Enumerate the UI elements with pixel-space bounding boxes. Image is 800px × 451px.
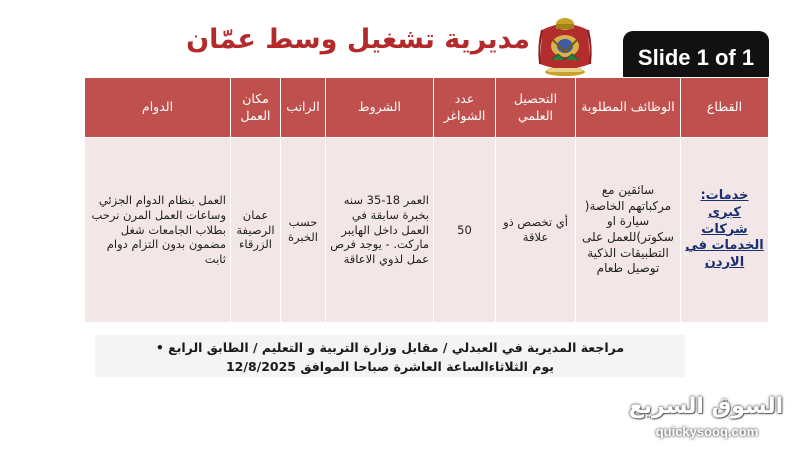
header-jobs: الوظائف المطلوبة — [576, 78, 681, 138]
vacancies-table — [84, 77, 768, 323]
notice-box — [95, 335, 685, 377]
page-title: مديرية تشغيل وسط عمّان — [186, 24, 530, 55]
cell-jobs: سائقين مع مركباتهم الخاصة( سيارة او سكوتر)للعمل على التطبيقات الذكية توصيل طعام — [576, 138, 681, 323]
slide-counter-badge: Slide 1 of 1 — [623, 31, 769, 85]
table-header-row — [85, 78, 769, 138]
watermark-arabic: السوق السريع — [628, 394, 784, 419]
header-education: التحصيل العلمي — [496, 78, 576, 138]
header-hours: الدوام — [85, 78, 231, 138]
watermark-latin: quickysooq.com — [655, 424, 759, 439]
table-row — [85, 138, 769, 323]
cell-conditions: العمر 18-35 سنه بخبرة سابقة في العمل داخل الهايبر ماركت. - يوجد فرص عمل لذوي الاعاقة — [326, 138, 434, 323]
jordan-coat-of-arms-icon — [534, 16, 596, 80]
cell-salary: حسب الخبرة — [281, 138, 326, 323]
header-sector: القطاع — [681, 78, 769, 138]
header-location: مكان العمل — [231, 78, 281, 138]
notice-line-date: يوم الثلاثاءالساعة العاشرة صباحا الموافق 12/8/2025 — [225, 359, 554, 374]
header-vacancies: عدد الشواغر — [434, 78, 496, 138]
header-conditions: الشروط — [326, 78, 434, 138]
cell-location: عمان الرصيفة الزرقاء — [231, 138, 281, 323]
header-salary: الراتب — [281, 78, 326, 138]
cell-sector: خدمات: كبرى شركات الخدمات في الاردن — [681, 138, 769, 323]
notice-line-address: مراجعة المديرية في العبدلي / مقابل وزارة التربية و التعليم / الطابق الرابع • — [155, 340, 625, 355]
cell-hours: العمل بنظام الدوام الجزئي وساعات العمل المرن نرحب بطلاب الجامعات شغل مضمون بدون التزام دوام ثابت — [85, 138, 231, 323]
cell-vacancies: 50 — [434, 138, 496, 323]
cell-education: أي تخصص ذو علاقة — [496, 138, 576, 323]
